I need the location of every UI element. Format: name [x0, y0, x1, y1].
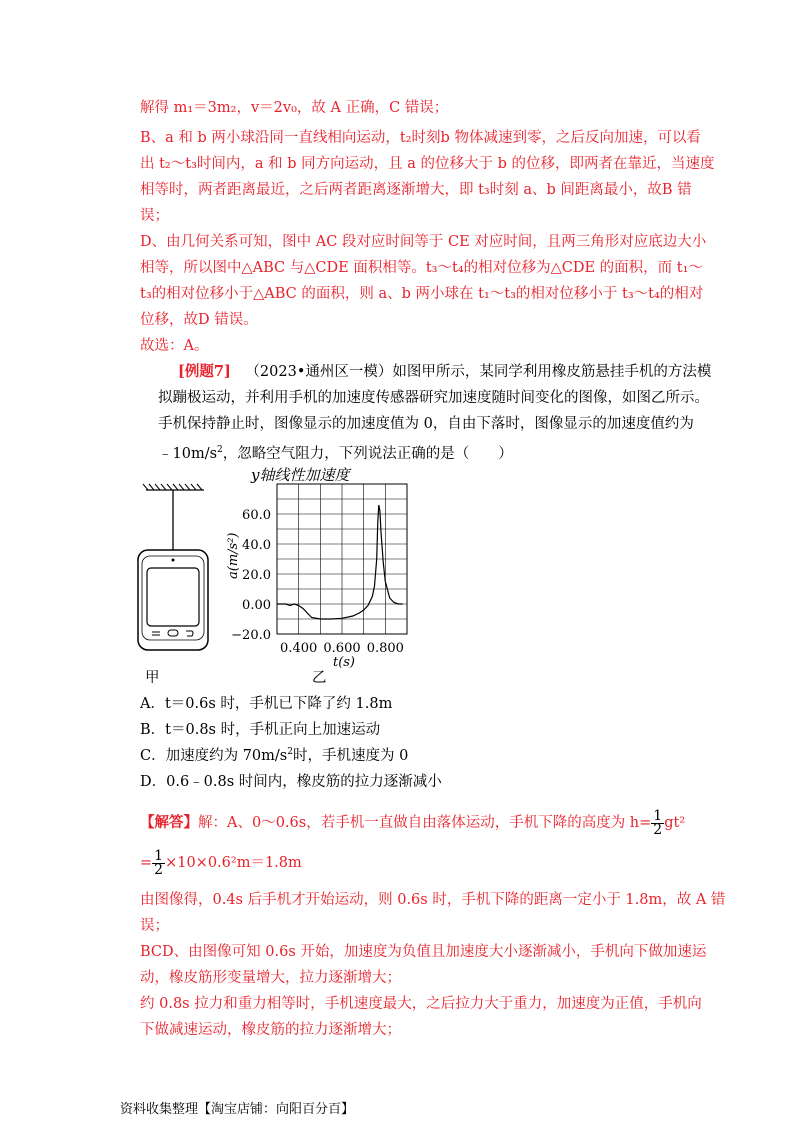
- answer-text: ×10×0.6²m＝1.8m: [165, 855, 302, 871]
- fraction-denominator: 2: [154, 861, 164, 878]
- chart-title: y轴线性加速度: [251, 466, 350, 484]
- acceleration-chart: [225, 462, 425, 674]
- example-tag: [例题7]: [178, 363, 231, 380]
- figure-label-jia: 甲: [145, 670, 160, 686]
- answer-text: 解：A、0～0.6s，若手机一直做自由落体运动，手机下降的高度为 h=: [198, 815, 652, 831]
- fraction-numerator: 1: [653, 807, 663, 824]
- solution-line: B、a 和 b 两小球沿同一直线相向运动，t₂时刻b 物体减速到零，之后反向加速，可以看: [140, 130, 701, 146]
- y-tick-label: 20.0: [242, 568, 271, 583]
- footer: 资料收集整理【淘宝店铺：向阳百分百】: [120, 1102, 355, 1117]
- x-tick-label: 0.800: [366, 641, 404, 656]
- option-c-text: 时，手机速度为 0: [292, 748, 409, 764]
- option-c-sup: 2: [287, 747, 293, 758]
- example-line: 手机保持静止时，图像显示的加速度值为 0，自由下落时，图像显示的加速度值约为: [158, 416, 694, 432]
- solution-line: 出 t₂～t₃时间内，a 和 b 同方向运动，且 a 的位移大于 b 的位移，即两者在靠近，当速度: [140, 156, 715, 172]
- solution-line: D、由几何关系可知，图中 AC 段对应时间等于 CE 对应时间，且两三角形对应底边大小: [140, 234, 707, 250]
- answer-line: [140, 806, 685, 840]
- solution-line: 故选：A。: [140, 338, 209, 354]
- solution-line: 解得 m₁＝3m₂，v＝2v₀，故 A 正确，C 错误；: [140, 100, 449, 116]
- answer-line: 动，橡皮筋形变量增大，拉力逐渐增大；: [140, 970, 401, 986]
- example-line: 拟蹦极运动，并利用手机的加速度传感器研究加速度随时间变化的图像，如图乙所示。: [158, 390, 709, 406]
- option-a: A．t＝0.6s 时，手机已下降了约 1.8m: [140, 696, 393, 712]
- option-b: B．t＝0.8s 时，手机正向上加速运动: [140, 722, 381, 738]
- example-line: [158, 440, 513, 464]
- answer-line: 下做减速运动，橡皮筋的拉力逐渐增大；: [140, 1022, 401, 1038]
- answer-line: 约 0.8s 拉力和重力相等时，手机速度最大，之后拉力大于重力，加速度为正值，手机向: [140, 996, 702, 1012]
- example-text: （2023•通州区一模）如图甲所示，某同学利用橡皮筋悬挂手机的方法模: [245, 364, 712, 380]
- x-axis-label: t(s): [332, 655, 356, 670]
- y-tick-label: 0.00: [242, 598, 271, 613]
- answer-text: =: [140, 855, 153, 871]
- answer-line: 由图像得，0.4s 后手机才开始运动，则 0.6s 时，手机下降的距离一定小于 1.8m，故 A 错: [140, 892, 726, 908]
- y-axis-label: a(m/s²): [226, 532, 241, 579]
- phone-figure: [130, 480, 220, 680]
- x-tick-label: 0.600: [323, 641, 361, 656]
- fraction-denominator: 2: [653, 821, 663, 838]
- fraction: [651, 807, 664, 838]
- answer-line: 误；: [140, 918, 169, 934]
- y-tick-label: 40.0: [242, 538, 271, 553]
- example-text: ﹣10m/s: [158, 445, 218, 462]
- solution-line: 位移，故D 错误。: [140, 312, 258, 328]
- answer-line: [140, 846, 302, 880]
- y-tick-label: 60.0: [242, 508, 271, 523]
- option-c: [140, 744, 408, 765]
- example-line: [178, 362, 711, 382]
- example-sup: 2: [217, 445, 223, 455]
- series-line: [277, 505, 403, 619]
- solution-line: 相等时，两者距离最近，之后两者距离逐渐增大，即 t₃时刻 a、b 间距离最小，故B 错: [140, 182, 692, 198]
- y-tick-label: −20.0: [231, 628, 271, 643]
- answer-line: BCD、由图像可知 0.6s 开始，加速度为负值且加速度大小逐渐减小，手机向下做加速运: [140, 944, 707, 960]
- example-text: ，忽略空气阻力，下列说法正确的是（ ）: [222, 445, 513, 462]
- figure-label-yi: 乙: [312, 670, 327, 686]
- option-d: D．0.6﹣0.8s 时间内，橡皮筋的拉力逐渐减小: [140, 774, 442, 790]
- option-c-text: C．加速度约为 70m/s: [140, 748, 288, 764]
- solution-line: 相等，所以图中△ABC 与△CDE 面积相等。t₃～t₄的相对位移为△CDE 的面积，而 t₁～: [140, 260, 703, 276]
- fraction: [152, 847, 165, 878]
- solution-line: t₃的相对位移小于△ABC 的面积，则 a、b 两小球在 t₁～t₃的相对位移小于 t₃～t₄的相对: [140, 286, 704, 302]
- x-tick-label: 0.400: [280, 641, 318, 656]
- solution-line: 误；: [140, 208, 169, 224]
- answer-tag: 【解答】: [140, 814, 198, 831]
- fraction-numerator: 1: [154, 847, 164, 864]
- answer-text: gt²: [664, 815, 686, 831]
